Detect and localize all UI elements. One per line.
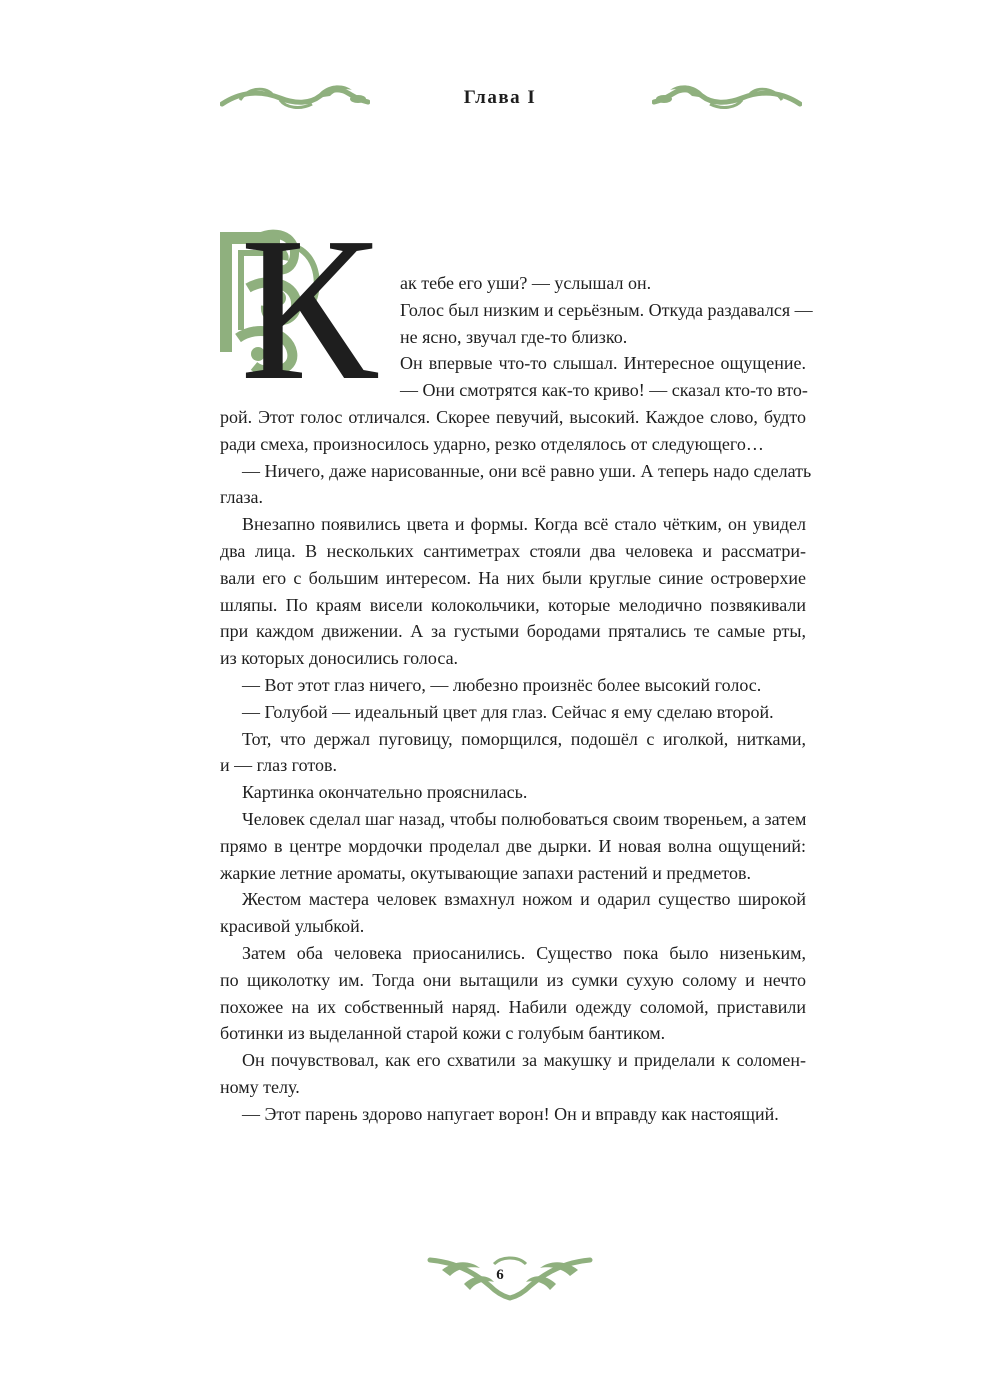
page-number: 6	[496, 1267, 504, 1283]
chapter-header	[0, 78, 1000, 118]
text-line: — Голубой — идеальный цвет для глаз. Сейчас я ему сделаю второй.	[242, 701, 774, 722]
text-line: рой. Этот голос отличался. Скорее певучий, высокий. Каждое слово, будто	[220, 406, 806, 427]
text-line: два лица. В нескольких сантиметрах стояли два человека и рассматри-	[220, 540, 806, 561]
text-line: Он впервые что-то слышал. Интересное ощущение.	[400, 353, 806, 374]
text-line: Он почувствовал, как его схватили за макушку и приделали к соломен-	[242, 1050, 806, 1071]
text-line: — Вот этот глаз ничего, — любезно произнёс более высокий голос.	[242, 674, 762, 695]
text-line: Затем оба человека приосанились. Существо пока было низеньким,	[242, 942, 806, 963]
text-line: при каждом движении. А за густыми бородами прятались те самые рты,	[220, 621, 806, 642]
page-footer	[0, 1252, 1000, 1312]
text-line: ак тебе его уши? — услышал он.	[400, 273, 652, 293]
text-line: вали его с большим интересом. На них были круглые синие островерхие	[220, 567, 806, 588]
text-line: по щиколотку им. Тогда они вытащили из сумки сухую солому и нечто	[220, 969, 806, 990]
text-line: — Ничего, даже нарисованные, они всё равно уши. А теперь надо сделать	[242, 460, 812, 481]
text-line: шляпы. По краям висели колокольчики, которые мелодично позвякивали	[220, 594, 806, 615]
text-line: — Этот парень здорово напугает ворон! Он и вправду как настоящий.	[242, 1103, 779, 1124]
chapter-body-text	[220, 270, 813, 1128]
text-line: похожее на их собственный наряд. Набили одежду соломой, приставили	[220, 996, 806, 1017]
text-line: глаза.	[220, 487, 264, 508]
drop-cap-letter: К	[240, 194, 378, 423]
chapter-title: Глава I	[463, 87, 537, 108]
text-line: жаркие летние ароматы, окутывающие запахи растений и предметов.	[220, 862, 751, 883]
text-line: — Они смотрятся как-то криво! — сказал кто-то вто-	[400, 380, 808, 401]
text-line: ради смеха, произносилось ударно, резко отделялось от следующего…	[220, 433, 764, 454]
floral-scroll-ornament-right-icon	[652, 82, 802, 112]
text-line: Жестом мастера человек взмахнул ножом и одарил существо широкой	[242, 889, 806, 910]
text-line: Картинка окончательно прояснилась.	[242, 782, 528, 803]
text-line: прямо в центре мордочки проделал две дырки. И новая волна ощущений:	[220, 835, 806, 856]
text-line: ботинки из выделанной старой кожи с голубым бантиком.	[220, 1023, 666, 1044]
text-line: красивой улыбкой.	[220, 916, 365, 937]
text-line: из которых доносились голоса.	[220, 648, 459, 669]
text-line: Тот, что держал пуговицу, поморщился, подошёл с иголкой, нитками,	[242, 728, 806, 749]
text-line: и — глаз готов.	[220, 755, 338, 776]
text-line: ному телу.	[220, 1076, 300, 1097]
text-line: Голос был низким и серьёзным. Откуда раздавался —	[400, 299, 813, 320]
text-line: Внезапно появились цвета и формы. Когда всё стало чётким, он увидел	[242, 514, 806, 535]
text-line: не ясно, звучал где-то близко.	[400, 326, 628, 347]
text-line: Человек сделал шаг назад, чтобы полюбоваться своим твореньем, а затем	[242, 808, 807, 829]
